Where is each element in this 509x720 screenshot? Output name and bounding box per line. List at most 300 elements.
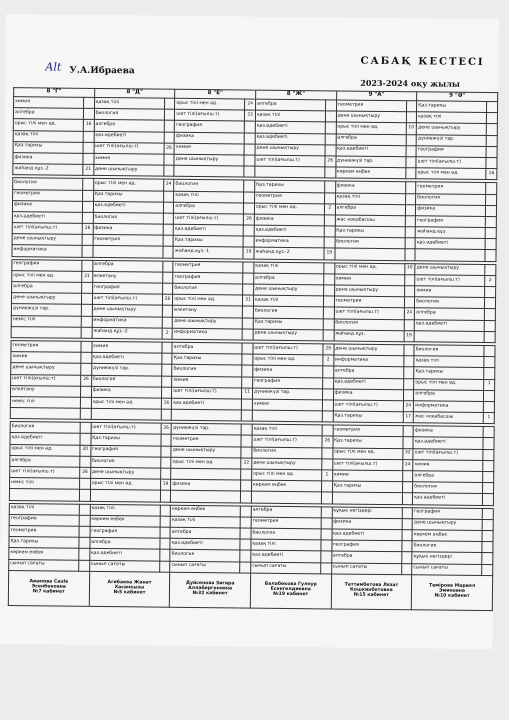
room-cell [241,480,252,491]
subject-cell: дене шынықтыру [90,467,160,479]
room-cell [241,469,252,480]
room-cell [406,145,417,156]
subject-cell: география [91,445,161,457]
subject-cell: Қаз.тарихы [335,226,405,238]
room-cell [82,235,93,246]
subject-cell [335,248,405,260]
subject-cell: қаз.әдебиеті [415,238,485,250]
room-cell [325,111,336,122]
subject-cell: биология [414,345,484,357]
room-cell [485,264,496,275]
room-cell [164,98,175,109]
subject-cell: орыс тілі мен әд. [332,448,402,460]
subject-cell: география [412,507,482,519]
subject-cell: сынып сағаты [412,563,482,575]
subject-cell: қазақ тілі [252,424,322,436]
room-cell [401,563,412,574]
room-cell [242,318,253,329]
room-cell [81,352,92,363]
subject-cell: қаз.әдебиеті [254,225,324,237]
room-cell [163,202,174,213]
subject-cell: дене шынықтыру [255,144,325,156]
subject-cell [255,166,325,178]
teacher-room: №5 кабинет [113,590,146,596]
room-cell [160,505,171,516]
room-cell [84,97,95,108]
subject-cell: геометрия [416,182,486,194]
room-cell [162,306,173,317]
room-cell [325,100,336,111]
room-cell [242,329,253,340]
subject-cell: дене шынықтыру [412,519,482,531]
subject-cell: қазақ тілі [94,97,164,109]
room-cell [322,400,333,411]
subject-cell: информатика [254,236,324,248]
room-cell [484,331,495,342]
room-cell: 19 [243,247,254,258]
room-cell [484,368,495,379]
room-cell [161,376,172,387]
subject-cell: қаз.әдебиеті [94,131,164,143]
subject-cell: шет тілі(ағылш.т) [174,213,244,225]
room-cell: 19 [324,248,335,259]
subject-cell: химия [415,286,485,298]
room-cell [242,376,253,387]
subject-cell: биология [170,550,240,562]
subject-cell [9,489,79,501]
subject-cell: дене шынықтыру [171,446,241,458]
room-cell [80,456,91,467]
subject-cell: қазақ тілі [13,130,83,142]
room-cell [405,204,416,215]
room-cell [487,113,498,124]
subject-cell: орыс тілі мен әд. [334,263,404,275]
subject-cell: химия [252,399,322,411]
room-cell [164,154,175,165]
room-cell [401,541,412,552]
room-cell [405,193,416,204]
subject-cell: алгебра [336,134,406,146]
room-cell [405,216,416,227]
class-header: 9 "А" [336,91,417,101]
subject-cell: биология [172,365,242,377]
subject-cell: алгебра [90,538,160,550]
subject-cell [171,491,241,503]
subject-cell [251,491,321,503]
subject-cell: қаз.әдебиеті [91,353,161,365]
room-cell [81,341,92,352]
room-cell [245,121,256,132]
class-header: 8 "Е" [175,89,256,99]
subject-cell: геометрия [93,235,163,247]
subject-cell: биология [174,180,244,192]
teacher-name: Таттимбетова Лязат [344,583,399,589]
room-cell [405,227,416,238]
subject-cell: химия [413,460,483,472]
subject-cell: шет тілі(ағылш.т) [255,155,325,167]
room-cell [321,481,332,492]
room-cell: 17 [403,412,414,423]
subject-cell: информатика [414,401,484,413]
subject-cell: өлкетану [10,385,80,397]
subject-cell: қаз.әдебиеті [255,133,325,145]
subject-cell: Қаз.тарихы [13,141,83,153]
room-cell [241,424,252,435]
room-cell [402,471,413,482]
room-cell [324,274,335,285]
teacher-sub: Эминовна [439,588,466,595]
room-cell [324,215,335,226]
room-cell [322,411,333,422]
subject-cell: алгебра [415,308,485,320]
room-cell [161,446,172,457]
subject-cell: қаз.әдебиеті [170,538,240,550]
subject-cell: алгебра [12,282,82,294]
teacher-row [8,570,492,610]
subject-cell: қазақ тілі [414,356,484,368]
room-cell [403,426,414,437]
subject-cell: қаз.әдебиеті [333,377,403,389]
room-cell [406,134,417,145]
subject-cell: орыс тілі мен әд. [13,119,83,131]
room-cell [486,157,497,168]
subject-cell: шет тілі(ағылш.т) [92,294,162,306]
subject-cell: биология [91,375,161,387]
room-cell [485,228,496,239]
teacher-sub: Эсенбековна [31,584,66,590]
subject-cell: жаһанд.құз.-2 [254,248,324,260]
subject-cell: химия [92,341,162,353]
room-cell: 1 [484,379,495,390]
room-cell [482,508,493,519]
subject-cell: алгебра [94,120,164,132]
subject-cell: дүниежүзі тар. [252,388,322,400]
room-cell [483,472,494,483]
room-cell [403,437,414,448]
room-cell [485,287,496,298]
subject-cell: Қаз.тарихы [332,481,402,493]
room-cell [405,157,416,168]
room-cell [83,190,94,201]
room-cell [324,262,335,273]
room-cell: 16 [486,169,497,180]
subject-cell: алгебра [172,342,242,354]
subject-cell: қаз.әдебиеті [10,433,80,445]
room-cell [163,247,174,258]
subject-cell: орыс тілі мен әд. [336,122,406,134]
room-cell: 24 [404,308,415,319]
room-cell [82,246,93,257]
subject-cell: Қаз.тарихы [9,537,79,549]
subject-cell [174,165,244,177]
subject-cell: химия [11,352,81,364]
room-cell [159,549,170,560]
teacher-cell [170,572,251,608]
teacher-sub: Аллабергеновна [188,586,233,592]
room-cell [324,226,335,237]
room-cell [482,530,493,541]
room-cell: 2 [485,275,496,286]
subject-cell [414,331,484,343]
room-cell [83,153,94,164]
subject-cell: өлкетану [92,271,162,283]
subject-cell: алгебра [92,260,162,272]
room-cell [486,183,497,194]
class-header: 8 "Ж" [256,90,337,100]
room-cell [79,526,90,537]
room-cell [161,435,172,446]
room-cell [81,293,92,304]
room-cell [79,549,90,560]
subject-cell: биология [251,528,321,540]
teacher-name: Агибаева Жанат [107,580,152,587]
room-cell [244,203,255,214]
room-cell [403,389,414,400]
room-cell [485,239,496,250]
subject-cell: химия [332,470,402,482]
schedule-table [8,87,498,611]
room-cell [325,167,336,178]
room-cell [485,298,496,309]
room-cell: 26 [322,436,333,447]
room-cell [406,112,417,123]
subject-cell: биология [253,306,323,318]
room-cell [323,285,334,296]
subject-cell: физика [332,518,402,530]
room-cell [81,327,92,338]
subject-cell: биология [416,193,486,205]
room-cell: 24 [403,401,414,412]
room-cell [163,213,174,224]
room-cell [482,553,493,564]
room-cell [242,410,253,421]
room-cell [404,319,415,330]
subject-cell: дене шынықтыру [174,154,244,166]
room-cell [241,491,252,502]
subject-cell: дене шынықтыру [92,305,162,317]
subject-cell: геометрия [333,425,403,437]
subject-cell: геометрия [173,261,243,273]
subject-cell: сынып сағаты [251,562,321,574]
room-cell [162,317,173,328]
subject-cell: қаз.әдебиеті [12,211,82,223]
room-cell [80,423,91,434]
subject-cell: жаһанд.құз.-1 [173,247,243,259]
room-cell: 26 [80,467,91,478]
room-cell [243,273,254,284]
subject-cell: физика [413,426,483,438]
page-title: САБАҚ КЕСТЕСІ [360,55,485,69]
subject-cell: география [175,121,245,133]
subject-cell: дене шынықтыру [253,284,323,296]
subject-cell: биология [90,456,160,468]
subject-cell: орыс тілі мен әд. [175,98,245,110]
room-cell [405,238,416,249]
teacher-cell [331,574,412,610]
subject-cell: геометрия [171,435,241,447]
subject-cell: Қаз.тарихы [255,180,325,192]
room-cell [321,551,332,562]
room-cell [323,296,334,307]
room-cell [485,250,496,261]
teacher-cell [411,574,492,610]
subject-cell: қаз.әдебиеті [413,493,483,505]
room-cell [81,305,92,316]
subject-cell: шет тілі(ағылш.т) [416,157,486,169]
subject-cell: география [90,526,160,538]
room-cell [322,425,333,436]
subject-cell: көркем еңбек [412,530,482,542]
subject-cell: дене шынықтыру [12,234,82,246]
room-cell [486,135,497,146]
subject-cell: орыс тілі мен әд. [93,179,163,191]
class-header: 9 "Ә" [417,92,498,102]
subject-cell: қаз.әдебиеті [336,145,406,157]
subject-cell: алгебра [414,389,484,401]
room-cell [487,102,498,113]
room-cell [241,506,252,517]
subject-cell: химия [14,97,84,109]
subject-cell: геометрия [13,189,83,201]
room-cell [325,145,336,156]
subject-cell: сынып сағаты [170,561,240,573]
subject-cell: шет тілі(ағылш.т) [253,343,323,355]
subject-cell: қазақ тілі [251,539,321,551]
room-cell [484,320,495,331]
room-cell [243,284,254,295]
subject-cell: дүниежүзі тар. [11,304,81,316]
subject-cell: география [253,377,323,389]
room-cell [401,552,412,563]
room-cell [79,504,90,515]
room-cell [80,386,91,397]
room-cell [486,205,497,216]
room-cell [83,131,94,142]
teacher-cell [250,573,331,609]
room-cell [83,109,94,120]
room-cell [164,109,175,120]
room-cell [242,365,253,376]
subject-cell: орыс тілі мен әд. [414,378,484,390]
room-cell [403,378,414,389]
subject-cell: орыс тілі мен әд. [171,457,241,469]
subject-cell: биология [252,447,322,459]
subject-cell: қаз.әдебиеті [251,550,321,562]
subject-cell: дене шынықтыру [173,317,243,329]
subject-cell [90,490,160,502]
room-cell: 26 [325,156,336,167]
subject-cell: химия [172,376,242,388]
room-cell [160,468,171,479]
subject-cell: биология [93,212,163,224]
subject-cell: геометрия [336,100,406,112]
subject-cell: география [331,540,401,552]
room-cell: 32 [402,448,413,459]
room-cell [79,560,90,571]
room-cell [482,519,493,530]
room-cell [82,212,93,223]
subject-cell: неміс тілі [10,396,80,408]
subject-cell: қазақ тілі [174,191,244,203]
subject-cell: сынып сағаты [9,559,79,571]
room-cell [244,180,255,191]
teacher-sub: Кошкинбетовна [350,587,393,594]
subject-cell: информатика [12,245,82,257]
subject-cell: физика [253,365,323,377]
subject-cell: қаз.әдебиеті [414,319,484,331]
subject-cell: алгебра [251,506,321,518]
subject-cell: жаһанд.құз.-2 [92,327,162,339]
room-cell [242,343,253,354]
subject-cell: Қаз.тарихы [91,434,161,446]
room-cell [159,561,170,572]
room-cell [240,517,251,528]
class-header: 8 "Г" [14,88,95,98]
subject-cell: биология [412,541,482,553]
subject-cell: биология [415,297,485,309]
room-cell [484,357,495,368]
teacher-name: Дуйсенова Зигира [185,581,235,587]
room-cell [244,155,255,166]
subject-cell: шет тілі(ағылш.т) [172,387,242,399]
room-cell [406,101,417,112]
room-cell [323,330,334,341]
room-cell: 26 [81,375,92,386]
room-cell [163,224,174,235]
subject-cell: Қаз.тарихы [417,101,487,113]
subject-cell: биология [413,482,483,494]
subject-cell: қаз.әдебиеті [173,224,243,236]
subject-cell: биология [173,283,243,295]
subject-cell: физика [333,389,403,401]
room-cell: 1 [483,413,494,424]
subject-cell: қазақ тілі [417,112,487,124]
subject-cell: биология [10,422,80,434]
subject-cell: орыс тілі мен әд. [12,270,82,282]
teacher-name: Балабекова Гулнур [264,582,317,588]
room-cell [404,297,415,308]
subject-cell: Қаз.тарихы [414,367,484,379]
room-cell: 10 [406,123,417,134]
subject-cell: құқық негіздері [332,507,402,519]
room-cell [240,528,251,539]
room-cell [160,516,171,527]
subject-cell: биология [335,237,405,249]
subject-cell: дүниежүзі тар. [91,364,161,376]
subject-cell: өлкетану [173,306,243,318]
subject-cell [91,408,161,420]
subject-cell: география [9,514,79,526]
subject-cell: орыс тілі мен әд. [252,469,322,481]
subject-cell: дене шынықтыру [334,285,404,297]
room-cell [323,307,334,318]
subject-cell: география [416,146,486,158]
room-cell [82,201,93,212]
subject-cell: шет тілі(ағылш.т) [91,423,161,435]
room-cell: 22 [241,458,252,469]
room-cell [164,132,175,143]
room-cell [323,318,334,329]
subject-cell: қазақ тілі [90,504,160,516]
subject-cell: шет тілі(ағылш.т) [332,459,402,471]
subject-cell: физика [254,214,324,226]
room-cell [242,354,253,365]
subject-cell: биология [334,319,404,331]
subject-cell: Қаз.тарихы [173,236,243,248]
subject-cell: биология [13,178,83,190]
subject-cell: көркем еңбек [90,515,160,527]
subject-cell: Қаз.тарихы [253,318,323,330]
